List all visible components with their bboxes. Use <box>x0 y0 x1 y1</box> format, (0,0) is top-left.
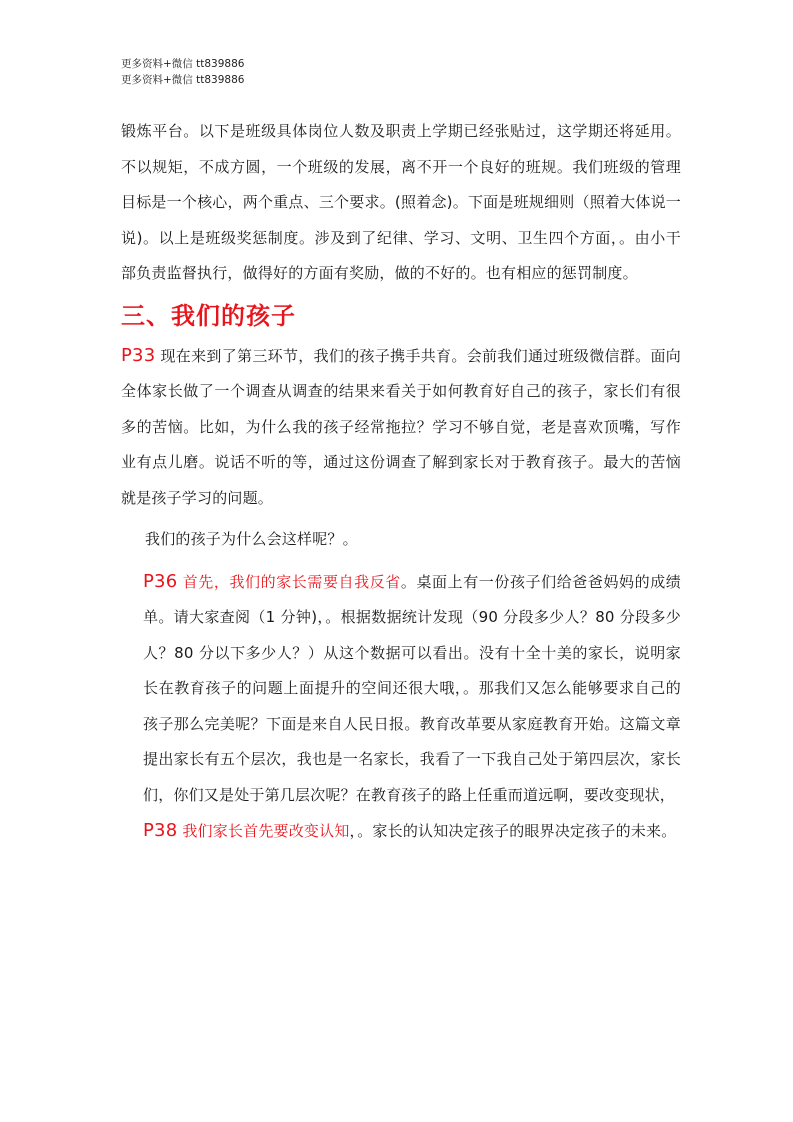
p36-highlight: 首先，我们的家长需要自我反省 <box>177 572 401 591</box>
p38-highlight: 我们家长首先要改变认知 <box>177 822 350 840</box>
header-line-2: 更多资料+微信 tt839886 <box>121 74 245 86</box>
paragraph-p36 <box>121 564 681 814</box>
paragraph-question: 我们的孩子为什么会这样呢？。 <box>145 530 358 548</box>
section-heading: 三、我们的孩子 <box>121 301 296 330</box>
header-line-1: 更多资料+微信 tt839886 <box>121 58 245 70</box>
paragraph-p38 <box>121 813 681 850</box>
document-body <box>121 114 681 850</box>
page-ref-p38: P38 <box>143 820 178 841</box>
p33-text: 现在来到了第三环节，我们的孩子携手共育。会前我们通过班级微信群。面向全体家长做了一个调查从调查的结果来看关于如何教育好自己的孩子，家长们有很多的苦恼。比如，为什么我的孩子经常拖拉？学习不够自觉，老是喜欢顶嘴，写作业有点儿磨。说话不听的等，通过这份调查了解到家长对于教育孩子。最大的苦恼就是孩子学习的问题。 <box>121 346 681 507</box>
page-ref-p33: P33 <box>121 344 156 366</box>
page-ref-p36: P36 <box>143 570 178 592</box>
p36-text: 。桌面上有一份孩子们给爸爸妈妈的成绩单。请大家查阅（1 分钟)，。根据数据统计发现（90 分段多少人？80 分段多少人？80 分以下多少人？）从这个数据可以看出。没有十全十美的家长，说明家长在教育孩子的问题上面提升的空间还很大哦，。那我们又怎么能够要求自己的孩子那么完美呢？下面是来自人民日报。教育改革要从家庭教育开始。这篇文章提出家长有五个层次，我也是一名家长，我看了一下我自己处于第四层次，家长们，你们又是处于第几层次呢？在教育孩子的路上任重而道远啊，要改变现状， <box>143 572 681 804</box>
p38-text: ，。家长的认知决定孩子的眼界决定孩子的未来。 <box>349 822 677 840</box>
header-watermark <box>121 56 244 88</box>
paragraph-p33 <box>121 338 681 517</box>
paragraph-class-rules: 锻炼平台。以下是班级具体岗位人数及职责上学期已经张贴过，这学期还将延用。不以规矩，不成方圆，一个班级的发展，离不开一个良好的班规。我们班级的管理目标是一个核心，两个重点、三个要求。(照着念)。下面是班规细则（照着大体说一说)。以上是班级奖惩制度。涉及到了纪律、学习、文明、卫生四个方面，。由小干部负责监督执行，做得好的方面有奖励，做的不好的。也有相应的惩罚制度。 <box>121 122 681 282</box>
